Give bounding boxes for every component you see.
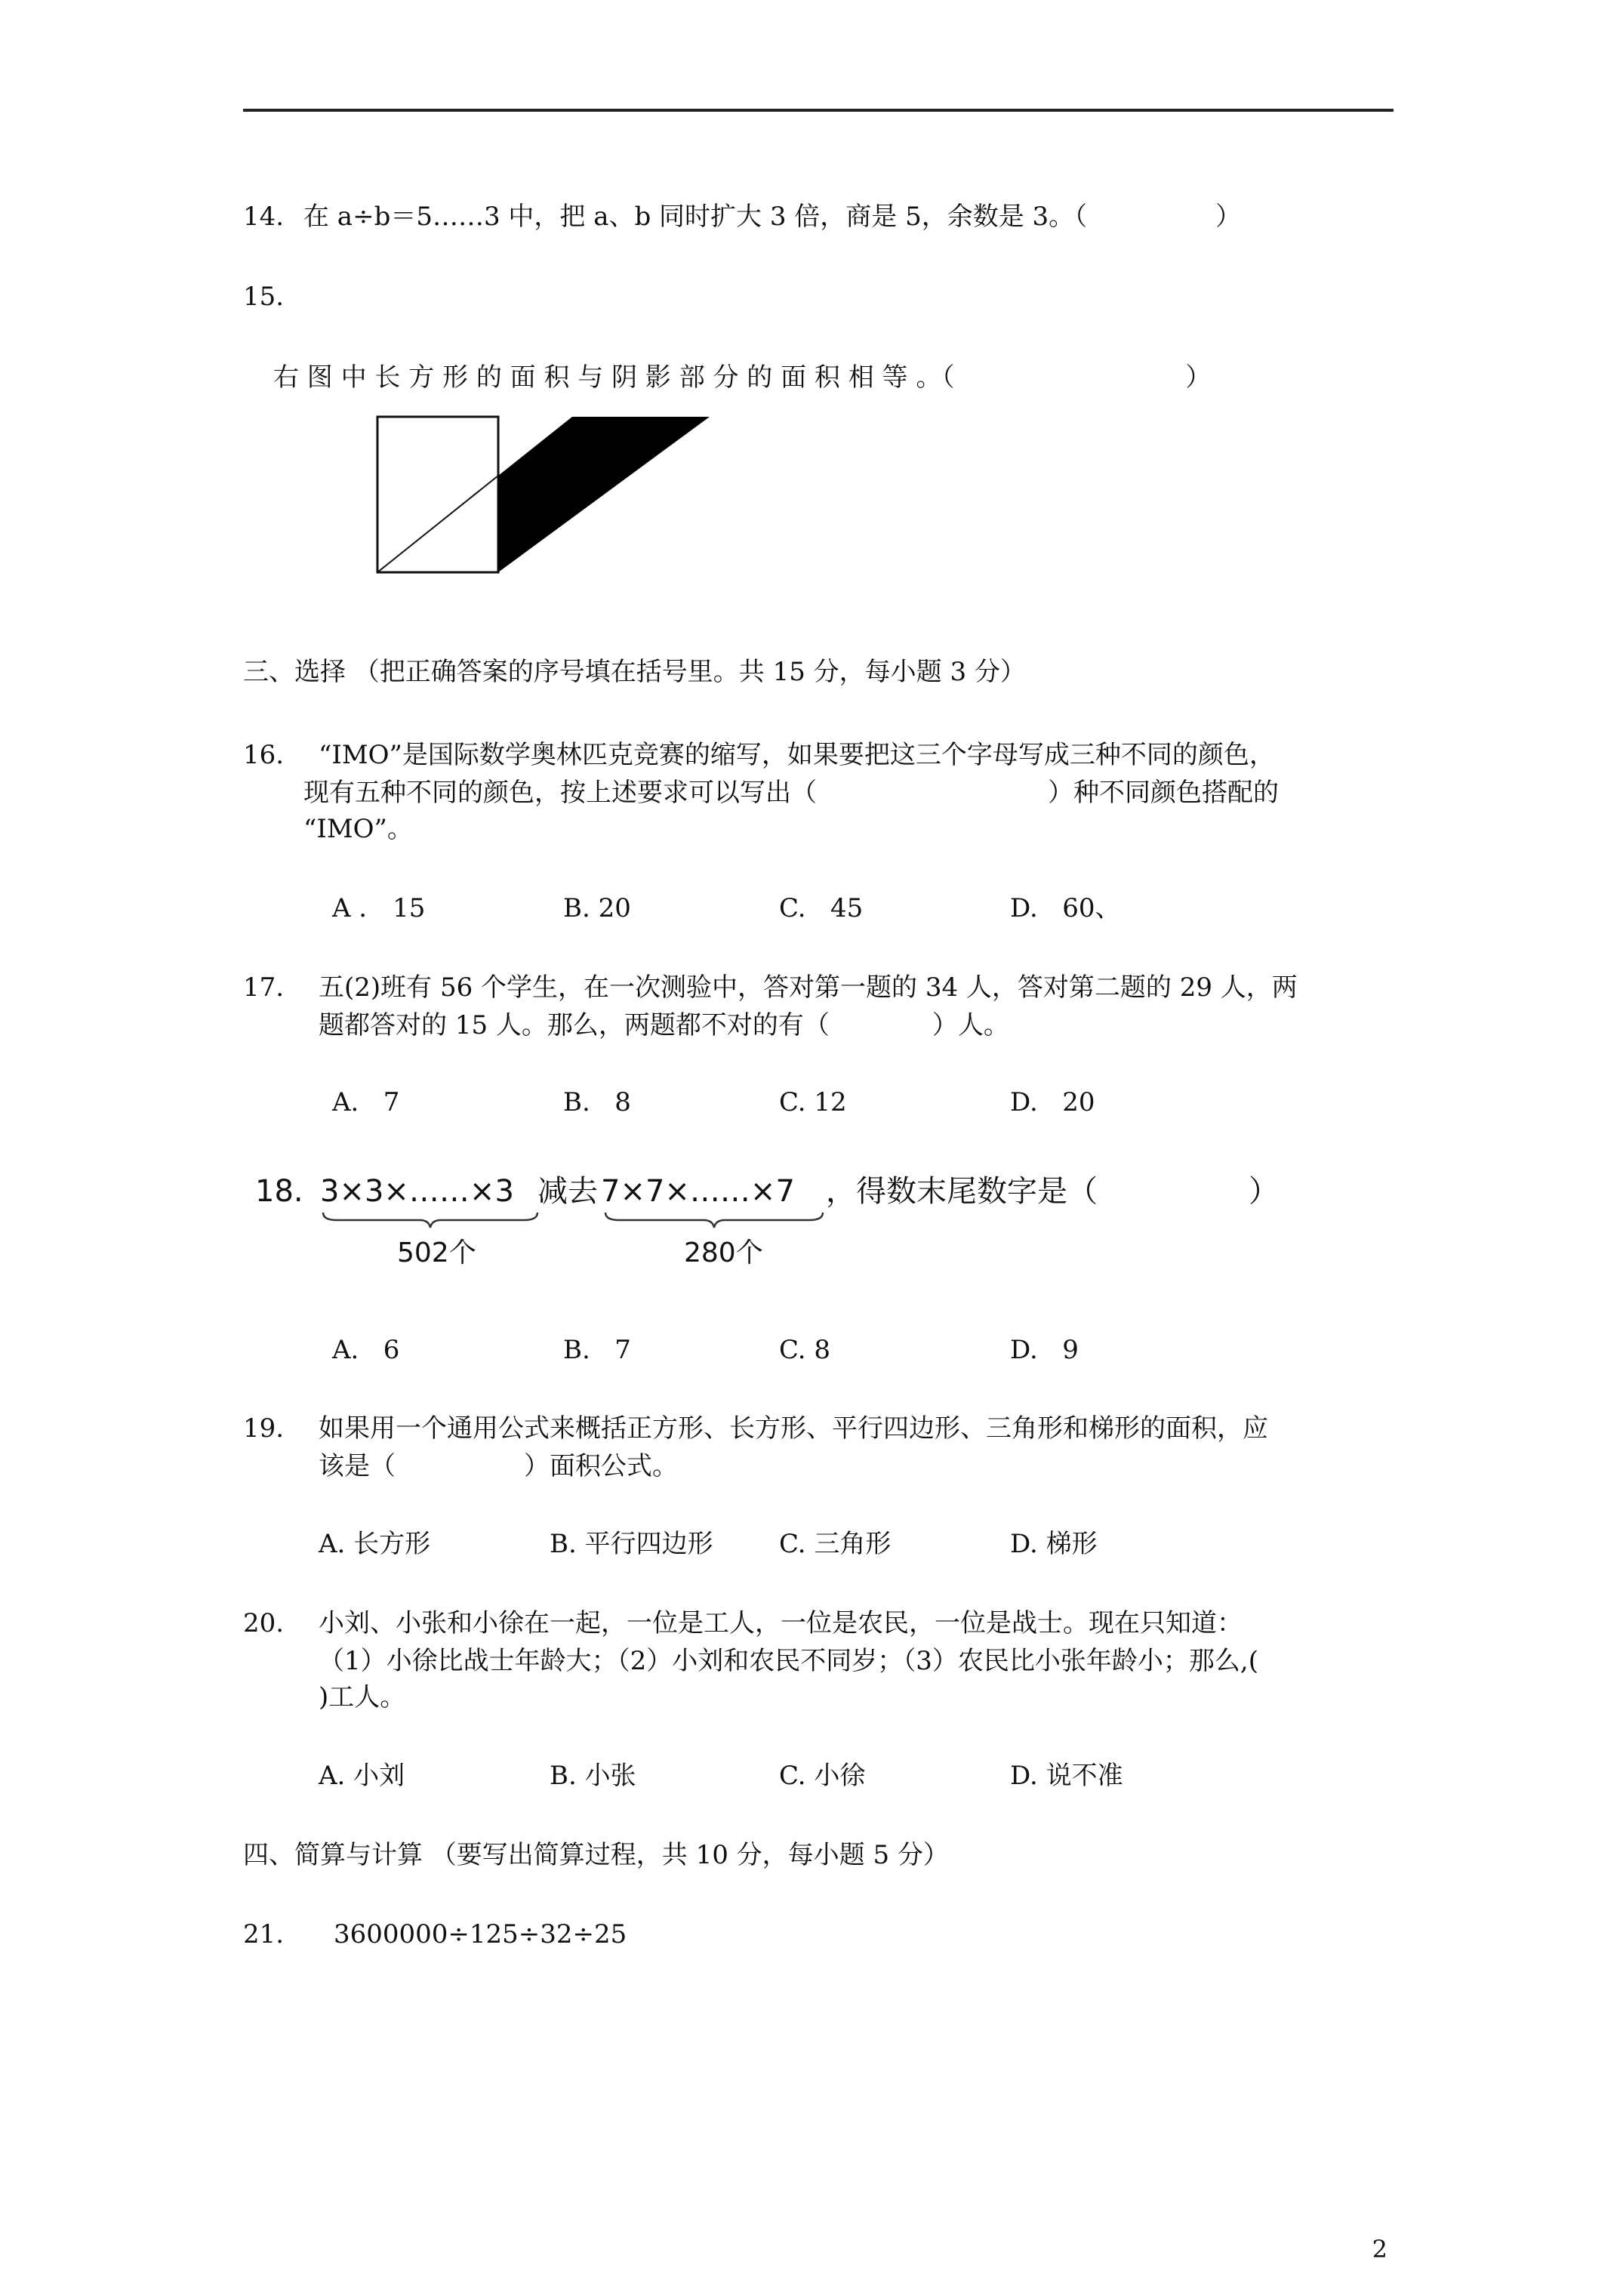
question-18-count-502: 502个 — [397, 1237, 476, 1268]
question-17-option-a: A. 7 — [332, 1087, 400, 1117]
figure-diagonal — [377, 476, 498, 572]
question-21-text: 3600000÷125÷32÷25 — [334, 1919, 627, 1949]
figure-rectangle — [377, 417, 498, 572]
question-21-number: 21. — [243, 1919, 285, 1949]
question-16-option-b: B. 20 — [563, 893, 631, 923]
question-18-option-d: D. 9 — [1010, 1335, 1079, 1365]
question-18-count-280: 280个 — [684, 1237, 763, 1268]
brace-502 — [322, 1211, 539, 1229]
question-18-product-7: 7×7×……×7 — [601, 1174, 795, 1209]
question-18-option-a: A. 6 — [332, 1335, 400, 1365]
question-17-option-d: D. 20 — [1010, 1087, 1095, 1117]
question-17-line-1: 五(2)班有 56 个学生，在一次测验中，答对第一题的 34 人，答对第二题的 29 人，两 — [319, 972, 1298, 1003]
question-18-option-c: C. 8 — [779, 1335, 831, 1365]
question-20-number: 20. — [243, 1608, 285, 1638]
question-14-number: 14. — [243, 202, 285, 232]
question-20-option-c: C. 小徐 — [779, 1761, 866, 1791]
question-19-option-b: B. 平行四边形 — [550, 1529, 713, 1559]
question-19-line-2: 该是（ ）面积公式。 — [319, 1451, 678, 1481]
section-4-heading: 四、简算与计算 （要写出简算过程，共 10 分，每小题 5 分） — [243, 1840, 949, 1870]
page-number: 2 — [1372, 2235, 1387, 2264]
question-16-line-1: “IMO”是国际数学奥林匹克竞赛的缩写，如果要把这三个字母写成三种不同的颜色， — [319, 740, 1275, 770]
question-18-option-b: B. 7 — [563, 1335, 631, 1365]
question-15-number: 15. — [243, 282, 285, 312]
question-16-option-c: C. 45 — [779, 893, 864, 923]
question-20-line-1: 小刘、小张和小徐在一起，一位是工人，一位是农民，一位是战士。现在只知道： — [319, 1608, 1243, 1638]
question-20-line-2: （1）小徐比战士年龄大；（2）小刘和农民不同岁；（3）农民比小张年龄小；那么,( — [319, 1646, 1258, 1676]
question-20-option-b: B. 小张 — [550, 1761, 636, 1791]
rectangle-parallelogram-figure — [376, 414, 723, 580]
question-19-option-d: D. 梯形 — [1010, 1529, 1098, 1559]
question-18-product-3: 3×3×……×3 — [320, 1174, 514, 1209]
question-19-option-c: C. 三角形 — [779, 1529, 892, 1559]
question-19-line-1: 如果用一个通用公式来概括正方形、长方形、平行四边形、三角形和梯形的面积，应 — [319, 1413, 1268, 1444]
question-19-option-a: A. 长方形 — [319, 1529, 431, 1559]
question-18-number: 18. — [255, 1174, 303, 1209]
question-17-option-c: C. 12 — [779, 1087, 847, 1117]
question-16-line-3: “IMO”。 — [303, 814, 413, 844]
question-20-option-a: A. 小刘 — [319, 1761, 405, 1791]
question-16-line-2: 现有五种不同的颜色，按上述要求可以写出（ ）种不同颜色搭配的 — [303, 778, 1279, 808]
question-20-option-d: D. 说不准 — [1010, 1761, 1123, 1791]
question-15-text: 右 图 中 长 方 形 的 面 积 与 阴 影 部 分 的 面 积 相 等 。（ ） — [273, 362, 1212, 393]
section-3-heading: 三、选择 （把正确答案的序号填在括号里。共 15 分，每小题 3 分） — [243, 657, 1026, 687]
question-17-number: 17. — [243, 972, 285, 1003]
question-19-number: 19. — [243, 1413, 285, 1444]
question-17-option-b: B. 8 — [563, 1087, 631, 1117]
question-16-option-d: D. 60、 — [1010, 893, 1121, 923]
question-17-line-2: 题都答对的 15 人。那么，两题都不对的有（ ）人。 — [319, 1010, 1009, 1040]
question-18-minus-label: 减去 — [537, 1174, 598, 1209]
question-14-text: 在 a÷b＝5……3 中，把 a、b 同时扩大 3 倍，商是 5，余数是 3。（ ） — [303, 202, 1242, 232]
header-rule — [243, 109, 1394, 112]
question-16-number: 16. — [243, 740, 285, 770]
question-18-tail: ，得数末尾数字是（ ） — [826, 1174, 1279, 1209]
question-20-line-3: )工人。 — [319, 1682, 406, 1712]
question-16-option-a: A ． 15 — [332, 893, 426, 923]
figure-shaded-region — [498, 417, 710, 572]
brace-280 — [604, 1211, 824, 1229]
